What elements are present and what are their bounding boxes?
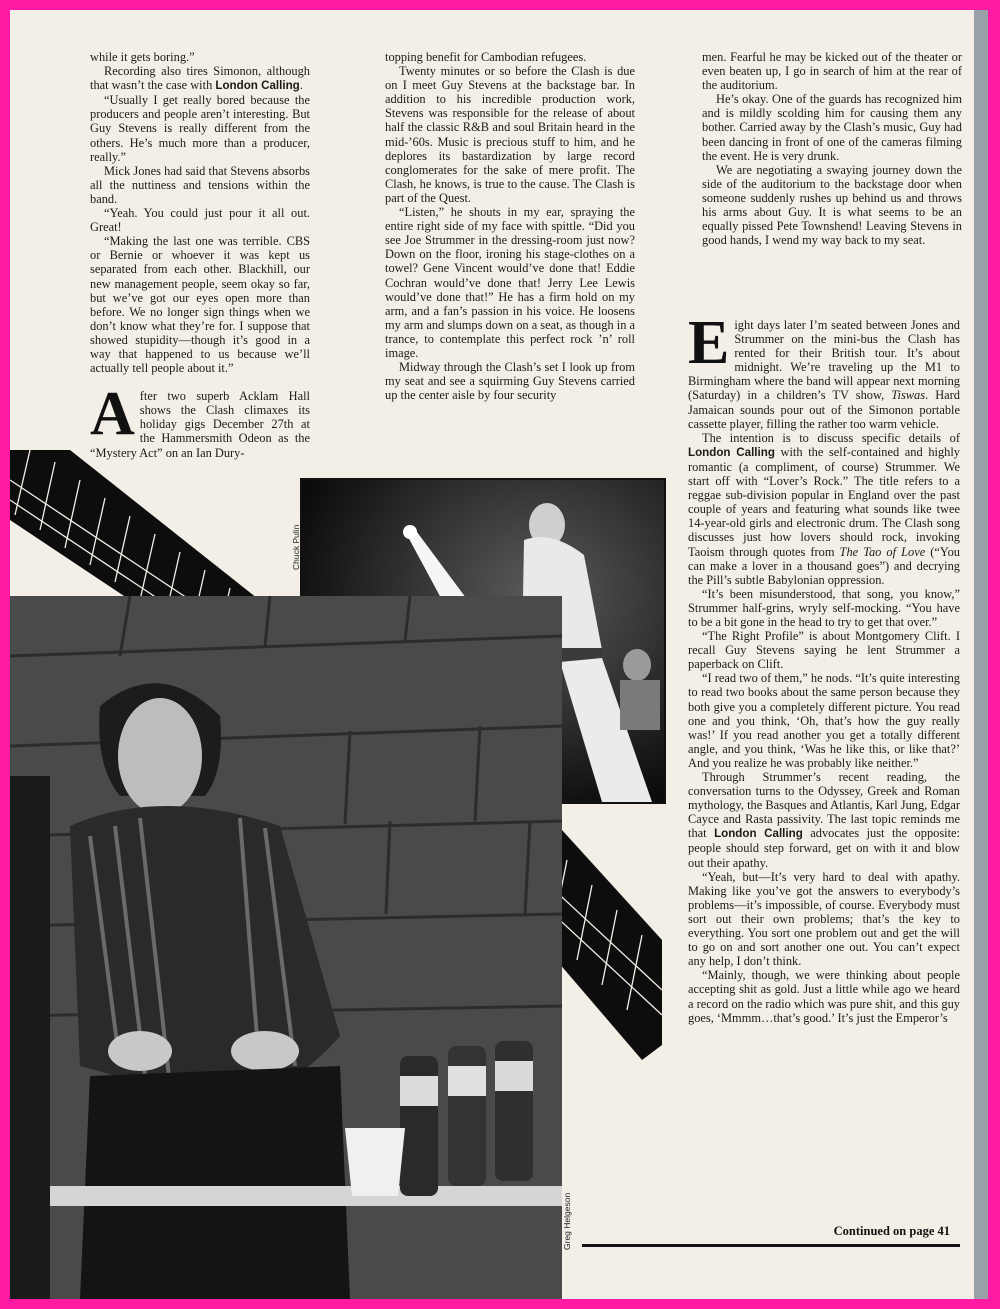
- credit-chuck-pulin: Chuck Pulin: [291, 524, 301, 570]
- col3-paragraph: “Yeah, but—It’s very hard to deal with apathy. Making like you’ve got the answers to everybody’s problems—it’s impossible, of course. Everybody must sort out their own problems; that’s the key to everything. You sort one problem out and get the will to go on and sort another one out. You can’t expect any help, I don’t think.: [688, 869, 960, 969]
- col3-paragraph: “I read two of them,” he nods. “It’s quite interesting to read two books about the same person because they both give you a completely different picture. You read one and you think, ‘Oh, that’s how the guy really was!’ If you read another you get a totally different angle, and you think, ‘Was he like this, or like that?’ And you realize he was probably like neither.”: [688, 671, 960, 770]
- tv-show-title: Tiswas: [891, 388, 926, 403]
- drop-cap: A: [90, 380, 135, 449]
- book-title: The Tao of Love: [839, 544, 926, 559]
- col3-paragraph: The intention is to discuss specific details of London Calling with the self-contained and highly romantic (a compliment, of course) Strummer. We start off with “Lover’s Rock.” The title refers to a reggae sub-division popular in England over the past couple of years and featuring what sounds like twee 14-year-old girls and electronic drum. The Clash song discusses just how lovers should rock, invoking Taoism through quotes from The Tao of Love (“You can make a lover in a thousand goes”) and decrying the Pill’s subtle Babylonian oppression.: [688, 430, 960, 587]
- col1-paragraph: “Making the last one was terrible. CBS or Bernie or whoever it was kept us separated from each other. Blackhill, our new management people, seem okay so far, but we’ve got our eyes open more than before. We no longer sign things when we don’t know what they’re for. I suppose that showed stupidity—though it’s good in a way that happened to us because we’ll actually tell people about it.”: [90, 234, 310, 376]
- col1-paragraph: “Usually I get really bored because the producers and people aren’t interesting. But Guy Stevens is really different from the others. He’s much more than a producer, really.”: [90, 93, 310, 164]
- text-column-2: [385, 50, 635, 402]
- page-edge-shadow: [974, 10, 988, 1299]
- col3-paragraph: Through Strummer’s recent reading, the conversation turns to the Odyssey, Greek and Roman mythology, the Basques and Atlantis, Karl Jung, Edgar Cayce and Rasta passivity. The last topic reminds me that London Calling advocates just the opposite: people should step forward, get on with it and blow out their apathy.: [688, 770, 960, 870]
- col3-paragraph: “Mainly, though, we were thinking about people accepting shit as gold. Just a little while ago we heard a record on the radio which was pure shit, and this guy goes, ‘Mmmm…that’s good.’ It’s just the Emperor’s: [688, 968, 960, 1025]
- magazine-page: [10, 10, 988, 1299]
- col3-paragraph: men. Fearful he may be kicked out of the theater or even beaten up, I go in search of him at the rear of the auditorium.: [702, 50, 962, 93]
- col3-paragraph: He’s okay. One of the guards has recognized him and is mildly scolding him for causing them any bother. Carried away by the Clash’s music, Guy had been dancing in front of one of the cameras filming the event. He is very drunk.: [702, 92, 962, 163]
- col2-paragraph: Midway through the Clash’s set I look up from my seat and see a squirming Guy Stevens carried up the center aisle by four security: [385, 360, 635, 403]
- col2-paragraph: topping benefit for Cambodian refugees.: [385, 50, 587, 64]
- col3-paragraph: Eight days later I’m seated between Jones and Strummer on the mini-bus the Clash has rented for their British tour. It’s about midnight. We’re traveling up the M1 to Birmingham where the band will appear next morning (Saturday) in a children’s TV show, Tiswas. Hard Jamaican sounds pour out of the Simonon portable cassette player, filling the rather too warm vehicle.: [688, 309, 961, 431]
- credit-greg-helgeson: Greg Helgeson: [562, 1192, 572, 1250]
- col1-paragraph: Recording also tires Simonon, although that wasn’t the case with London Calling.: [90, 64, 310, 93]
- col2-paragraph: Twenty minutes or so before the Clash is due on I meet Guy Stevens at the backstage bar. In addition to his incredible production work, Stevens was responsible for the release of about half the classic R&B and soul Britain heard in the mid-’60s. Music is precious stuff to him, and he deplores its bastardization by large record conglomerates for the sake of mere profit. The Clash, he knows, is true to the cause. The Clash is part of the Quest.: [385, 64, 635, 205]
- album-title: London Calling: [714, 827, 803, 841]
- portrait-photo: [10, 596, 562, 1299]
- col1-paragraph: After two superb Acklam Hall shows the Clash climaxes its holiday gigs December 27th at the Hammersmith Odeon as the “Mystery Act” on an Ian Dury-: [90, 380, 310, 460]
- col3-paragraph: We are negotiating a swaying journey down the side of the auditorium to the backstage door when someone suddenly rushes up behind us and throws his arms about Guy. It is what seems to be an equally pissed Pete Townshend! Leaving Stevens in good hands, I wend my way back to my seat.: [702, 162, 962, 248]
- continued-note: Continued on page 41: [833, 1224, 950, 1238]
- album-title: London Calling: [215, 79, 300, 93]
- col2-paragraph: “Listen,” he shouts in my ear, spraying the entire right side of my face with spittle. “Did you see Joe Strummer in the dressing-room just now? Down on the floor, ironing his stage-clothes on a towel? Gene Vincent would’ve done that! Eddie Cochran would’ve done that! Jerry Lee Lewis would’ve done that!” He has a firm hold on my arm, and a fan’s passion in his voice. He loosens my arm and slumps down on a seat, as though in a trance, to contemplate this perfect rock ’n’ roll image.: [385, 205, 635, 360]
- album-title: London Calling: [688, 445, 775, 459]
- col1-paragraph: Mick Jones had said that Stevens absorbs all the nuttiness and tensions within the band.: [90, 163, 310, 206]
- drop-cap: E: [688, 309, 730, 377]
- text-column-3-top: [702, 50, 962, 247]
- col1-paragraph: while it gets boring.”: [90, 50, 195, 64]
- col1-paragraph: “Yeah. You could just pour it all out. Great!: [90, 206, 310, 235]
- col3-paragraph: “It’s been misunderstood, that song, you know,” Strummer half-grins, wryly self-mocking. “You have to be a bit gone in the head to try to get that over.”: [688, 586, 960, 629]
- text-column-1: [90, 50, 310, 460]
- col3-paragraph: “The Right Profile” is about Montgomery Clift. I recall Guy Stevens saying he lent Strummer a paperback on Clift.: [688, 629, 960, 672]
- bottom-rule: [582, 1244, 960, 1247]
- portrait-photo-art: [10, 596, 562, 1299]
- text-column-3-bottom: [688, 309, 961, 1025]
